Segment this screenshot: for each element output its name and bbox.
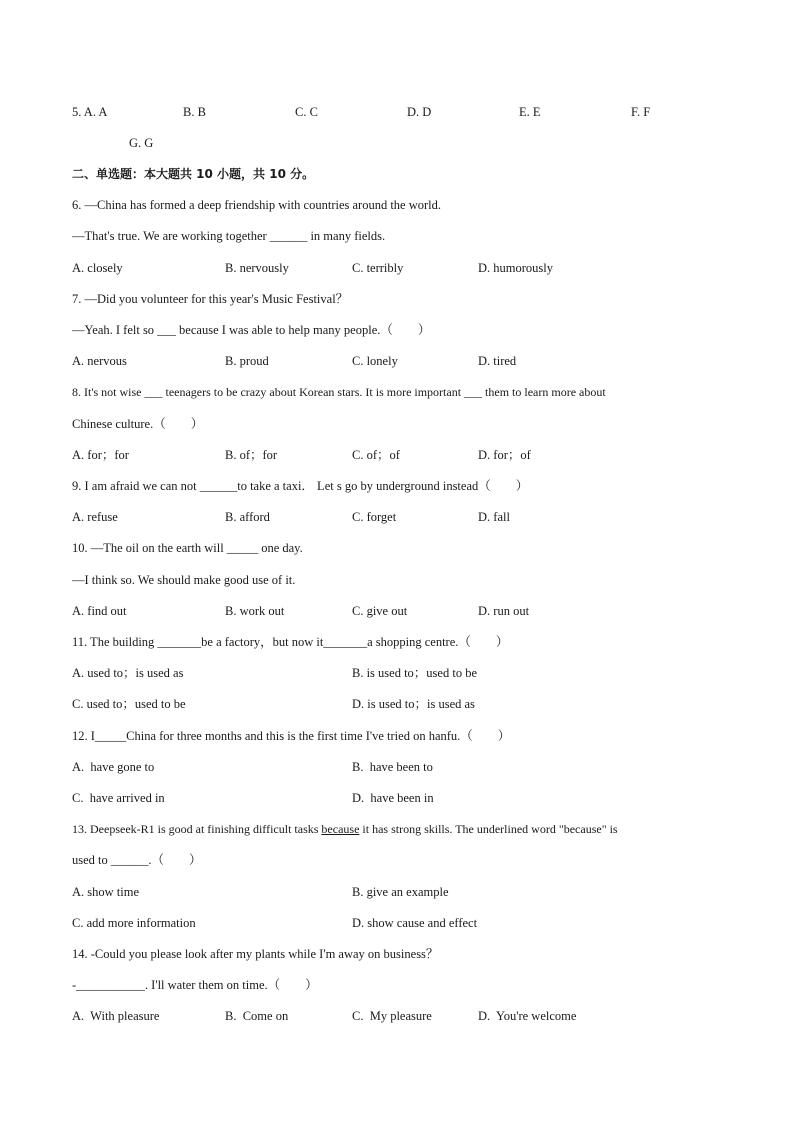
q13-stem-line1 [72,821,618,837]
q11-option-b: B. is used to；used to be [352,666,477,680]
q7-option-c: C. lonely [352,354,398,368]
q6-stem-line1: 6. —China has formed a deep friendship with countries around the world. [72,198,442,212]
q13-stem-post: it has strong skills. The underlined word "because" is [359,822,618,836]
q5-option-d: D. D [407,105,432,119]
q10-stem-line2: —I think so. We should make good use of it. [72,573,296,587]
q8-option-b: B. of；for [225,448,278,462]
q13-underlined-word: because [321,822,360,836]
q7-option-a: A. nervous [72,354,127,368]
q12-option-a: A. have gone to [72,760,155,774]
q6-option-c: C. terribly [352,261,404,275]
q11-stem-line1: 11. The building _______be a factory，but now it_______a shopping centre.（ ） [72,635,509,649]
q5-option-c: C. C [295,105,318,119]
q9-option-c: C. forget [352,510,397,524]
q14-option-a: A. With pleasure [72,1009,160,1023]
q12-option-c: C. have arrived in [72,791,165,805]
q12-option-d: D. have been in [352,791,434,805]
q7-stem-line1: 7. —Did you volunteer for this year's Music Festival？ [72,292,349,306]
q8-stem-line2: Chinese culture.（ ） [72,417,204,431]
q11-option-c: C. used to；used to be [72,697,186,711]
q13-option-c: C. add more information [72,916,196,930]
q13-option-d: D. show cause and effect [352,916,478,930]
q7-option-b: B. proud [225,354,269,368]
q9-stem-line1: 9. I am afraid we can not ______to take a taxi． Let s go by underground instead（ ） [72,479,529,493]
q12-stem-line1: 12. I_____China for three months and this is the first time I've tried on hanfu.（ ） [72,729,511,743]
q10-option-a: A. find out [72,604,127,618]
q11-option-a: A. used to；is used as [72,666,184,680]
q10-option-c: C. give out [352,604,408,618]
q8-option-c: C. of；of [352,448,400,462]
section-heading: 二、单选题：本大题共 10 小题，共 10 分。 [72,167,315,181]
q8-option-a: A. for；for [72,448,129,462]
q14-stem-line1: 14. -Could you please look after my plants while I'm away on business？ [72,947,439,961]
q5-option-b: B. B [183,105,206,119]
q13-option-b: B. give an example [352,885,449,899]
q7-option-d: D. tired [478,354,517,368]
q5-option-g: G. G [129,136,154,150]
q11-option-d: D. is used to；is used as [352,697,475,711]
q12-option-b: B. have been to [352,760,433,774]
q14-option-c: C. My pleasure [352,1009,432,1023]
q14-option-d: D. You're welcome [478,1009,577,1023]
q14-option-b: B. Come on [225,1009,289,1023]
q13-stem-line2: used to ______.（ ） [72,853,202,867]
q13-stem-pre: 13. Deepseek-R1 is good at finishing difficult tasks [72,822,322,836]
q5-option-f: F. F [631,105,651,119]
q10-option-b: B. work out [225,604,285,618]
q13-option-a: A. show time [72,885,140,899]
q9-option-a: A. refuse [72,510,118,524]
q5-option-e: E. E [519,105,541,119]
q6-option-a: A. closely [72,261,123,275]
q6-stem-line2: —That's true. We are working together ______ in many fields. [72,229,386,243]
q6-option-b: B. nervously [225,261,289,275]
q8-stem-line1: 8. It's not wise ___ teenagers to be crazy about Korean stars. It is more important ___ them to learn more about [72,385,606,399]
q7-stem-line2: —Yeah. I felt so ___ because I was able to help many people.（ ） [72,323,431,337]
q9-option-d: D. fall [478,510,510,524]
q9-option-b: B. afford [225,510,270,524]
q10-stem-line1: 10. —The oil on the earth will _____ one day. [72,541,303,555]
q6-option-d: D. humorously [478,261,553,275]
q10-option-d: D. run out [478,604,530,618]
q8-option-d: D. for；of [478,448,531,462]
q14-stem-line2: -___________. I'll water them on time.（ ） [72,978,318,992]
q5-option-a: 5. A. A [72,105,108,119]
